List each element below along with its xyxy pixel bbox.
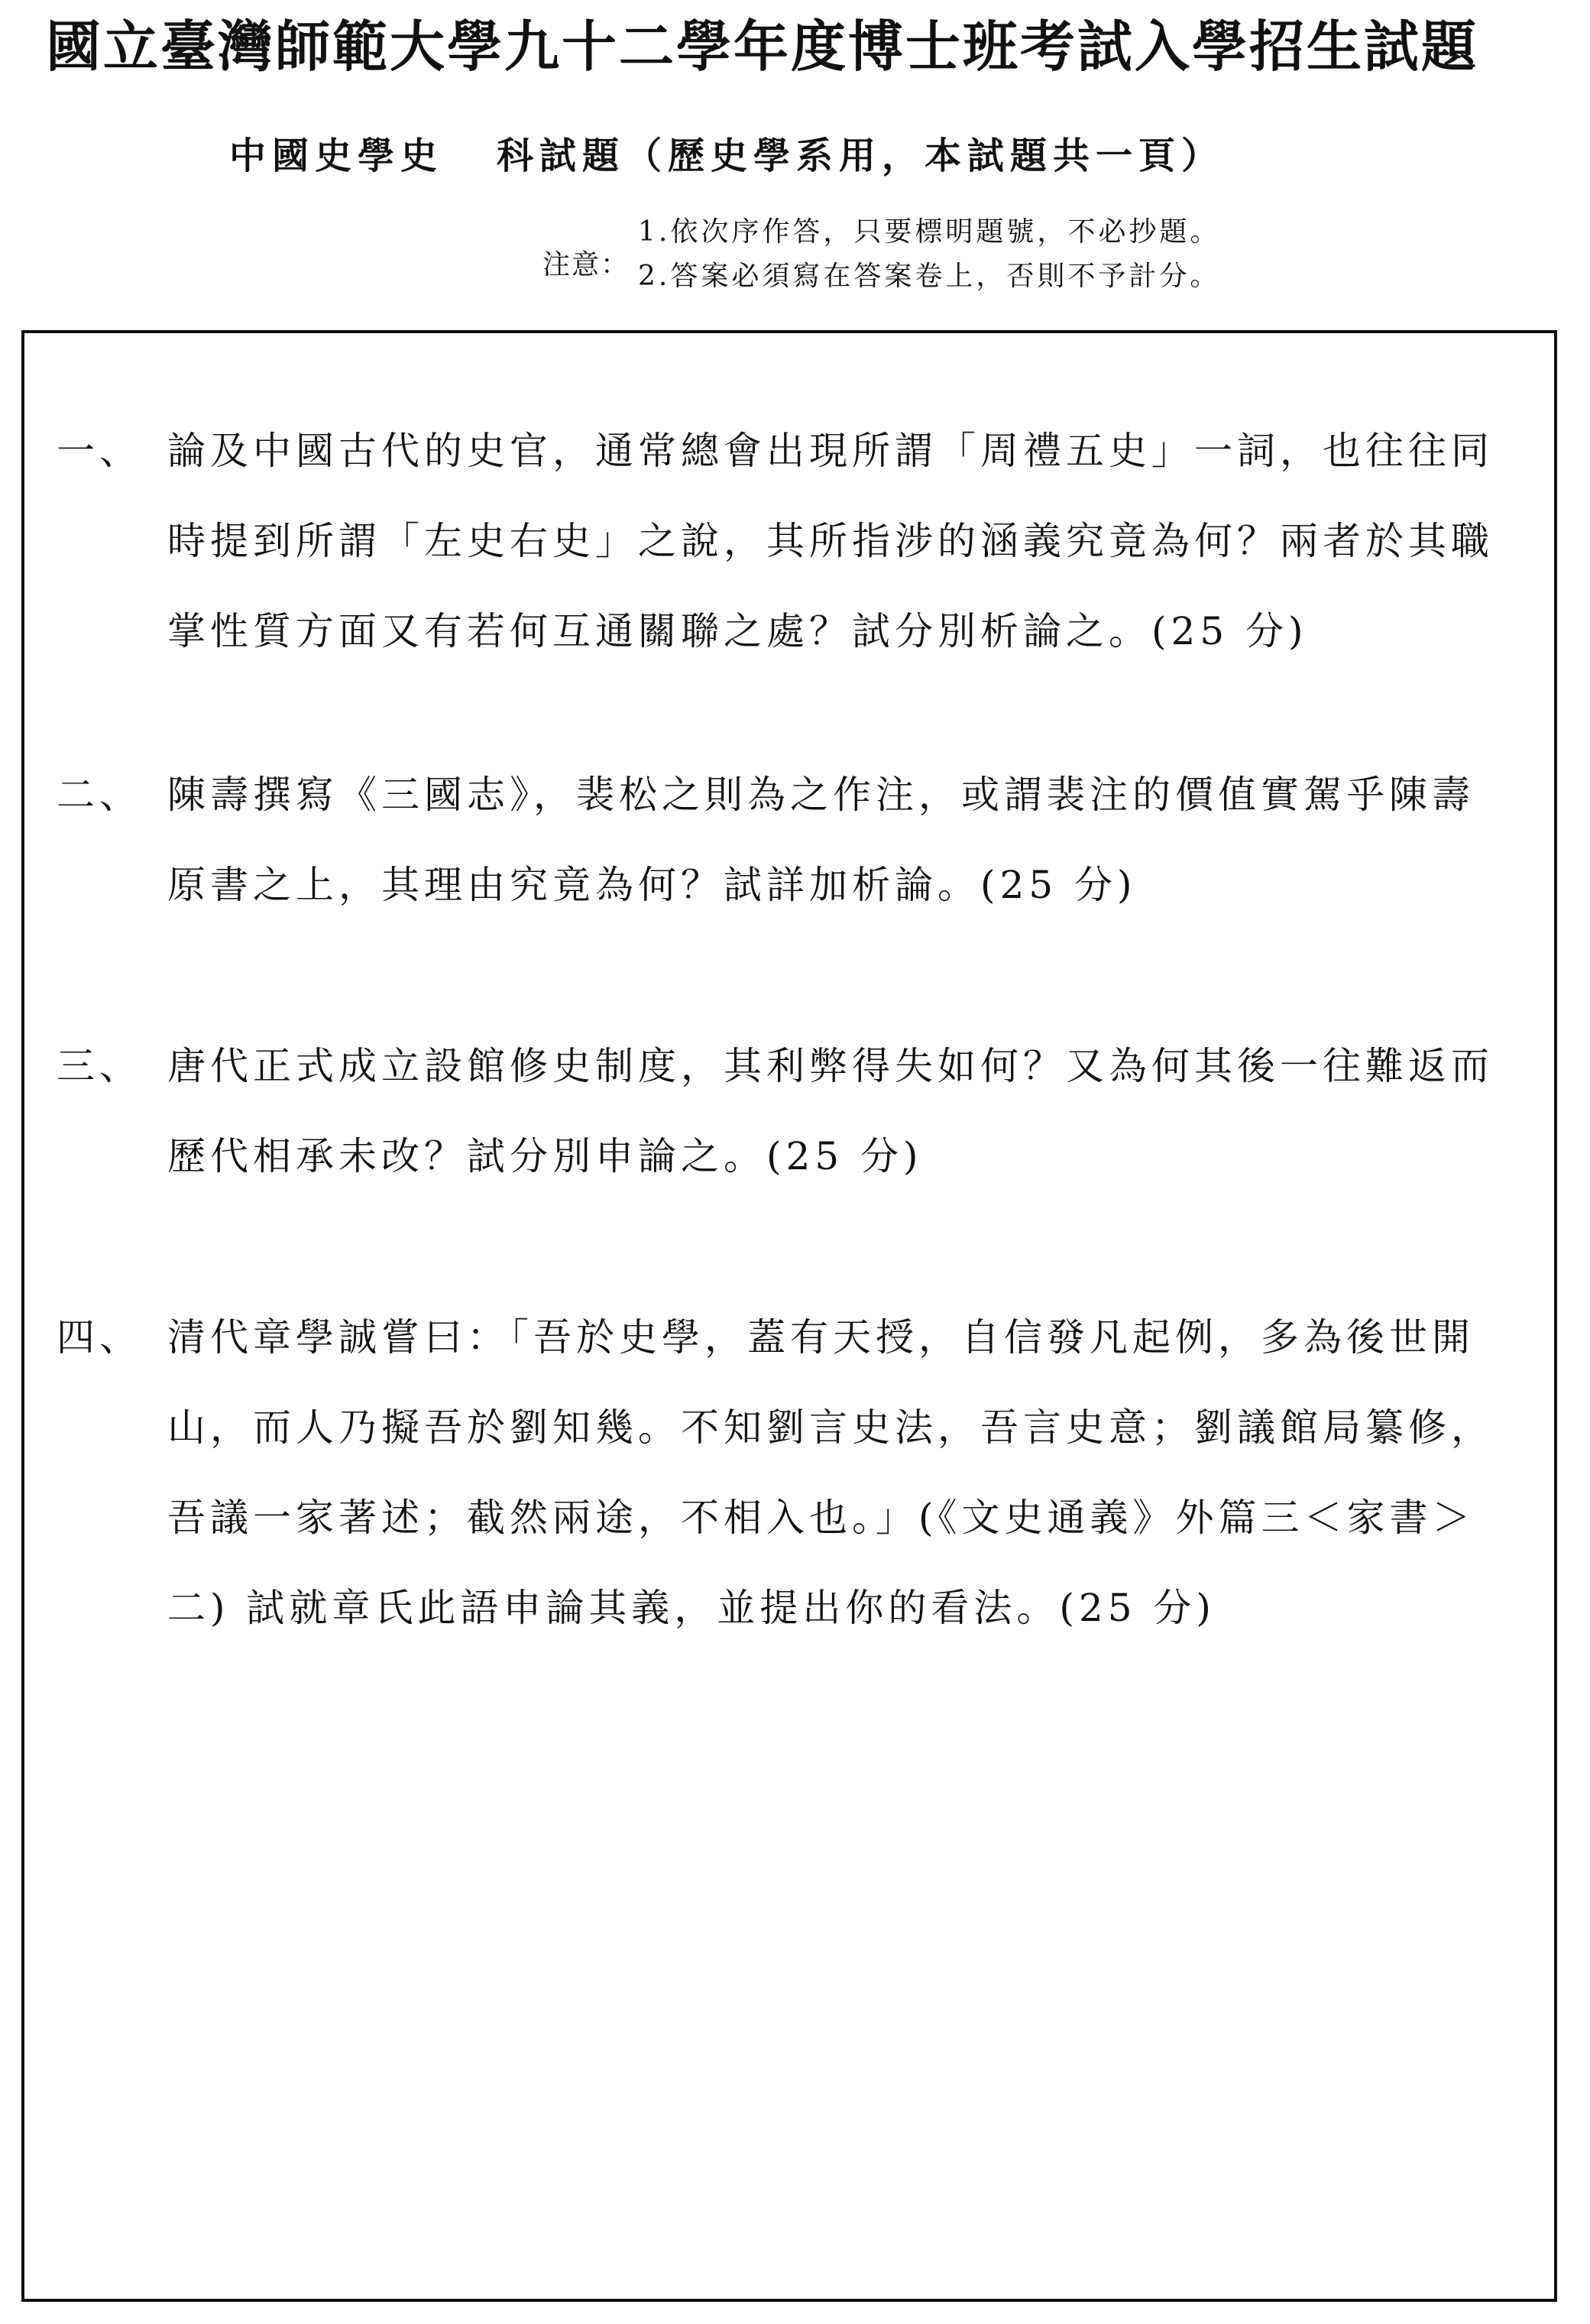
question-text: 論及中國古代的史官，通常總會出現所謂「周禮五史」一詞，也往往同 時提到所謂「左史右史」之說，其所指涉的涵義究竟為何？兩者於其職 掌性質方面又有若何互通關聯之處？試分別析論之。(25 分) bbox=[167, 429, 1494, 653]
question-1 bbox=[57, 406, 1546, 676]
question-3 bbox=[57, 1021, 1546, 1201]
question-text: 唐代正式成立設館修史制度，其利弊得失如何？又為何其後一往難返而 歷代相承未改？試分別申論之。(25 分) bbox=[167, 1044, 1494, 1178]
subject-name: 中國史學史 bbox=[229, 135, 444, 177]
question-number: 三、 bbox=[57, 1044, 142, 1088]
subject-line bbox=[229, 126, 1224, 179]
question-2 bbox=[57, 750, 1546, 930]
notice-item: 2.答案必須寫在答案卷上，否則不予計分。 bbox=[638, 261, 1221, 292]
notice-items bbox=[638, 210, 1220, 299]
question-4 bbox=[57, 1292, 1546, 1653]
question-text: 陳壽撰寫《三國志》，裴松之則為之作注，或謂裴注的價值實駕乎陳壽 原書之上，其理由究竟為何？試詳加析論。(25 分) bbox=[167, 773, 1475, 907]
question-text: 清代章學誠嘗曰：「吾於史學，蓋有天授，自信發凡起例，多為後世開 山，而人乃擬吾於劉知幾。不知劉言史法，吾言史意；劉議館局纂修， 吾議一家著述；截然兩途，不相入也。」(《文史通義》外篇三＜家書＞ 二) 試就章氏此語申論其義，並提出你的看法。(25 分) bbox=[167, 1315, 1494, 1630]
notice-item: 1.依次序作答，只要標明題號，不必抄題。 bbox=[638, 216, 1221, 248]
question-box bbox=[21, 330, 1557, 2302]
page-title: 國立臺灣師範大學九十二學年度博士班考試入學招生試題 bbox=[46, 14, 1479, 79]
question-number: 一、 bbox=[57, 429, 142, 473]
notice-label: 注意： bbox=[542, 249, 630, 280]
subject-note: 科試題（歷史學系用，本試題共一頁） bbox=[497, 135, 1225, 177]
question-number: 四、 bbox=[57, 1315, 142, 1360]
question-number: 二、 bbox=[57, 773, 142, 817]
